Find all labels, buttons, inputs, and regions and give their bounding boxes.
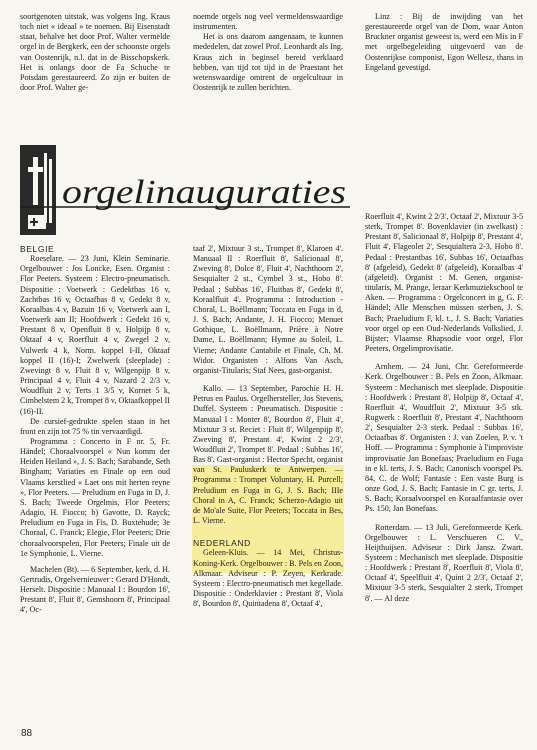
machelen-paragraph: Machelen (Bt). — 6 September, kerk, d. H. Gertrudis, Orgelvernieuwer : Gerard D'Hondt, Herselt. Dispositie : Manuaal I : Bourdon 16', Prestant 8', Fluit 8', Gemshoorn 8', Principaal 4', Oc- <box>20 564 170 615</box>
article-text: Het is ons daarom aangenaam, te kunnen mededelen, dat zowel Prof. Leonhardt als Ing. Kraus zich in beginsel bereid verklaard hebben, van tijd tot tijd in de Praestant het wetenswaardige omtrent de orgelcultuur in Oostenrijk te zullen berichten. <box>193 32 343 93</box>
article-text: noemde orgels nog veel vermeldenswaardige instrumenten. <box>193 12 343 32</box>
section-banner <box>20 145 350 235</box>
page-number: 88 <box>21 728 33 739</box>
arnhem-paragraph: Arnhem. — 24 Juni, Chr. Gereformeerde Kerk. Orgelbouwer : B. Pels en Zoon, Alkmaar. Systeem : Mechanisch met sleeplade. Dispositie : Hoofdwerk : Prestant 8', Holpijp 8', Octaaf 4', Roerfluit 4', Woudfluit 2', Mixtuur 3-5 stk. Rugwerk : Roerfluit 8', Prestant 4', Nachthoorn 2', Sesquialter 2-3 sterk. Pedaal : Subbas 16', Octaafbas 8'. Organisten : J. van Zoelen, P. v. 't Hoff. — Programma : Symphonie à l'improviste improvisatie Jan Bonefaas; Praeludium en Fuga in e kl. terts, J. S. Bach; Canonisch voorspel Ps. 84, C. de Wolf; Fantasie : Een vaste Burg is onze God, J. S. Bach; Fantasie in C gr. terts, J. S. Bach; Koraalvoorspel en Koraalfantasie over Ps. 150, Jan Bonefaas. <box>365 362 523 514</box>
bottom-column-3 <box>365 212 523 604</box>
top-column-3 <box>365 12 523 73</box>
geleen-paragraph: Geleen-Kluis. — 14 Mei, Christus-Koning-Kerk. Orgelbouwer : B. Pels en Zoon, Alkmaar. Adviseur : P. Zeyen, Kerkrade. Systeem : Electro-pneumatisch met kegellade. Dispositie : Onderklavier : Prestant 8', Viola 8', Bourdon 8', Quintadena 8', Octaaf 4', <box>193 548 343 609</box>
banner-title: orgelinauguraties <box>62 174 346 211</box>
kallo-paragraph: Kallo. — 13 September, Parochie H. H. Petrus en Paulus. Orgelhersteller, Jos Stevens, Duffel. Systeem : Pneumatisch. Dispositie : Manuaal I : Monter 8', Bourdon 8', Fluit 4', Mixtuur 3 st. Reciet : Fluit 8', Wilgenpijp 8', Zweving 8', Prestant 4', Kwint 2 2/3', Woudfluit 2', Trompet 8'. Pedaal : Subbas 16', Bas 8'. Gast-organist : Hector Specht, organist van St. Pauluskerk te Antwerpen. — Programma : Trompet Voluntary, H. Purcell; Preludium en Fuga in G, J. S. Bach; IIIe Choral in A, C. Franck; Scherzo-Adagio uit de Mo'ale Suite, Flor Peeters; Toccata in Bes, L. Vierne. <box>193 384 343 526</box>
geleen-continuation: Roerfluit 4', Kwint 2 2/3', Octaaf 2', Mixtuur 3-5 sterk, Trompet 8'. Bovenklavier (in zwelkast) : Prestant 8', Salicionaal 8', Holpijp 8', Prestant 4', Fluit 4', Flageolet 2', Sesquialtera 2-3, Hobo 8'. Pedaal : Prestantbas 16', Subbas 16', Octaafbas 8' (afgeleid), Gedekt 8' (afgeleid), Koraalbas 4' (afgeleid). Organist : M. Genen, organist-titularis, M. Prange, leraar Kerkmuziekschool te Aken. — Programma : Orgelconcert in g, G. F. Händel; Alle Menschen müssen sterben, J. S. Bach; Praeludium F, kl. t., J. S. Bach; Variaties voor orgel op een Oud-Nederlands Volkslied, J. Bijster; Vlaamse Rhapsodie voor orgel, Flor Peeters, Orgelimprovisatie. <box>365 212 523 354</box>
banner-graphic <box>20 145 350 235</box>
italic-note: De cursief-gedrukte spelen staan in het front en zijn tot 75 % tin vervaardigd. <box>20 416 170 436</box>
article-text: soortgenoten uitstak, was volgens Ing. Kraus toch niet « ideaal » te noemen. Bij Eisenstadt staat, behalve het door Prof. Walter vermelde orgel in de Bergkerk, een der schoonste orgels van Oostenrijk, n.l. dat in de Bisschopskerk. Het is onlangs door de Fa Schuche te Potsdam gerestaureerd. Zo zijn er buiten de door Prof. Walter ge- <box>20 12 170 93</box>
linz-paragraph: Linz : Bij de inwijding van het gerestaureerde orgel van de Dom, waar Anton Bruckner organist geweest is, werd een Mis in F met orgelbegeleiding uitgevoerd van de Oostenrijkse componist, Egon Wellesz, thans in Engeland gevestigd. <box>365 12 523 72</box>
section-heading-nederland: NEDERLAND <box>193 538 251 549</box>
roeselare-paragraph: Roeselare. — 23 Juni, Klein Seminarie. Orgelbouwer : Jos Loncke, Esen. Organist : Flor Peeters. Systeem : Electro-pneumatisch. Dispositie : Voetwerk : Gedektbas 16 v, Zachtbas 16 v, Octaafbas 8 v, Gedekt 8 v, Koraalbas 4 v, Bazuin 16 v, Voetwerk aan I, Voetwerk aan II; Hoofdwerk : Gedekt 16 v, Prestant 8 v, Openfluit 8 v, Holpijp 8 v, Oktaaf 4 v, Roerfluit 4 v, Zwegel 2 v, Vulwerk 4 k, Norm. koppel I-II, Oktaaf koppel II (16)-I; Zwelwerk (sleeplade) : Zwevingt 8 v, Fluit 8 v, Wilgenpijp 8 v, Principaal 4 v, Fluit 4 v, Nazard 2 2/3 v, Woudfluit 2 v, Terts 1 3/5 v, Kornet 5 k, Cimbelstem 2 k, Trompet 8 v, Oktaafkoppel II (16)-II. <box>20 254 170 416</box>
bottom-column-2 <box>193 244 343 609</box>
rotterdam-paragraph: Rotterdam. — 13 Juli, Gereformeerde Kerk. Orgelbouwer : L. Verschueren C. V., Heijthuijsen. Adviseur : Dirk Jansz. Zwart. Systeem : Mechanisch met sleeplade. Dispositie : Hoofdwerk : Prestant 8', Roerfluit 8', Viola 8', Octaaf 4', Speelfluit 4', Quint 2 2/3', Octaaf 2', Mixtuur 3-5 sterk, Sesquialter 2 sterk, Trompet 8'. — Al deze <box>365 522 523 603</box>
top-column-2 <box>193 12 343 93</box>
section-heading-belgie: BELGIE <box>20 244 55 254</box>
top-column-1 <box>20 12 170 93</box>
programma-paragraph: Programma : Concerto in F nr. 5, Fr. Händel; Choraalvoorspel « Nun komm der Heiden Heiland », J. S. Bach; Sarabande, Seth Bingham; Variaties en Finale op een oud Vlaams kerstlied « Laet ons mit herten reyne », Flor Peeters. — Preludium en Fuga in D, J. S. Bach; Tweede Orgelmis, Flor Peeters; Adagio, H. Fiocco; b) Gavotte, D. Rayck; Preludium en Fuga in Fis, D. Buxtehude; 3e Choraal, C. Franck; Elegie, Flor Peeters; Drie choraalvoorspelen, Flor Peeters; Finale uit de 1e Symphonie, L. Vierne. <box>20 436 170 558</box>
machelen-continuation: taaf 2', Mixtuur 3 st., Trompet 8', Klaroen 4'. Manuaal II : Roerfluit 8', Salicionaal 8', Zweving 8', Dolce 8', Fluit 4', Nachthoorn 2', Sesquialter 2 st., Cymbel 3 st., Hobo 8'. Pedaal : Subbas 16', Fluitbas 8', Gedekt 8', Koraalfluit 4'. Programma : Introduction - Choral, L. Boëllmann; Toccata en Fuga in d, J. S. Bach; Andante, J. H. Fiocco; Menuet Gothique, L. Boëllmann, Prière à Notre Dame, L. Boëllmann; Hymne au Soleil, L. Vierne; Andante Cantabile et Finale, Ch. M. Widor. Organisten : Alfons Van Asch, organist-Titularis; Staf Nees, gast-organist. <box>193 244 343 375</box>
bottom-column-1 <box>20 244 170 616</box>
